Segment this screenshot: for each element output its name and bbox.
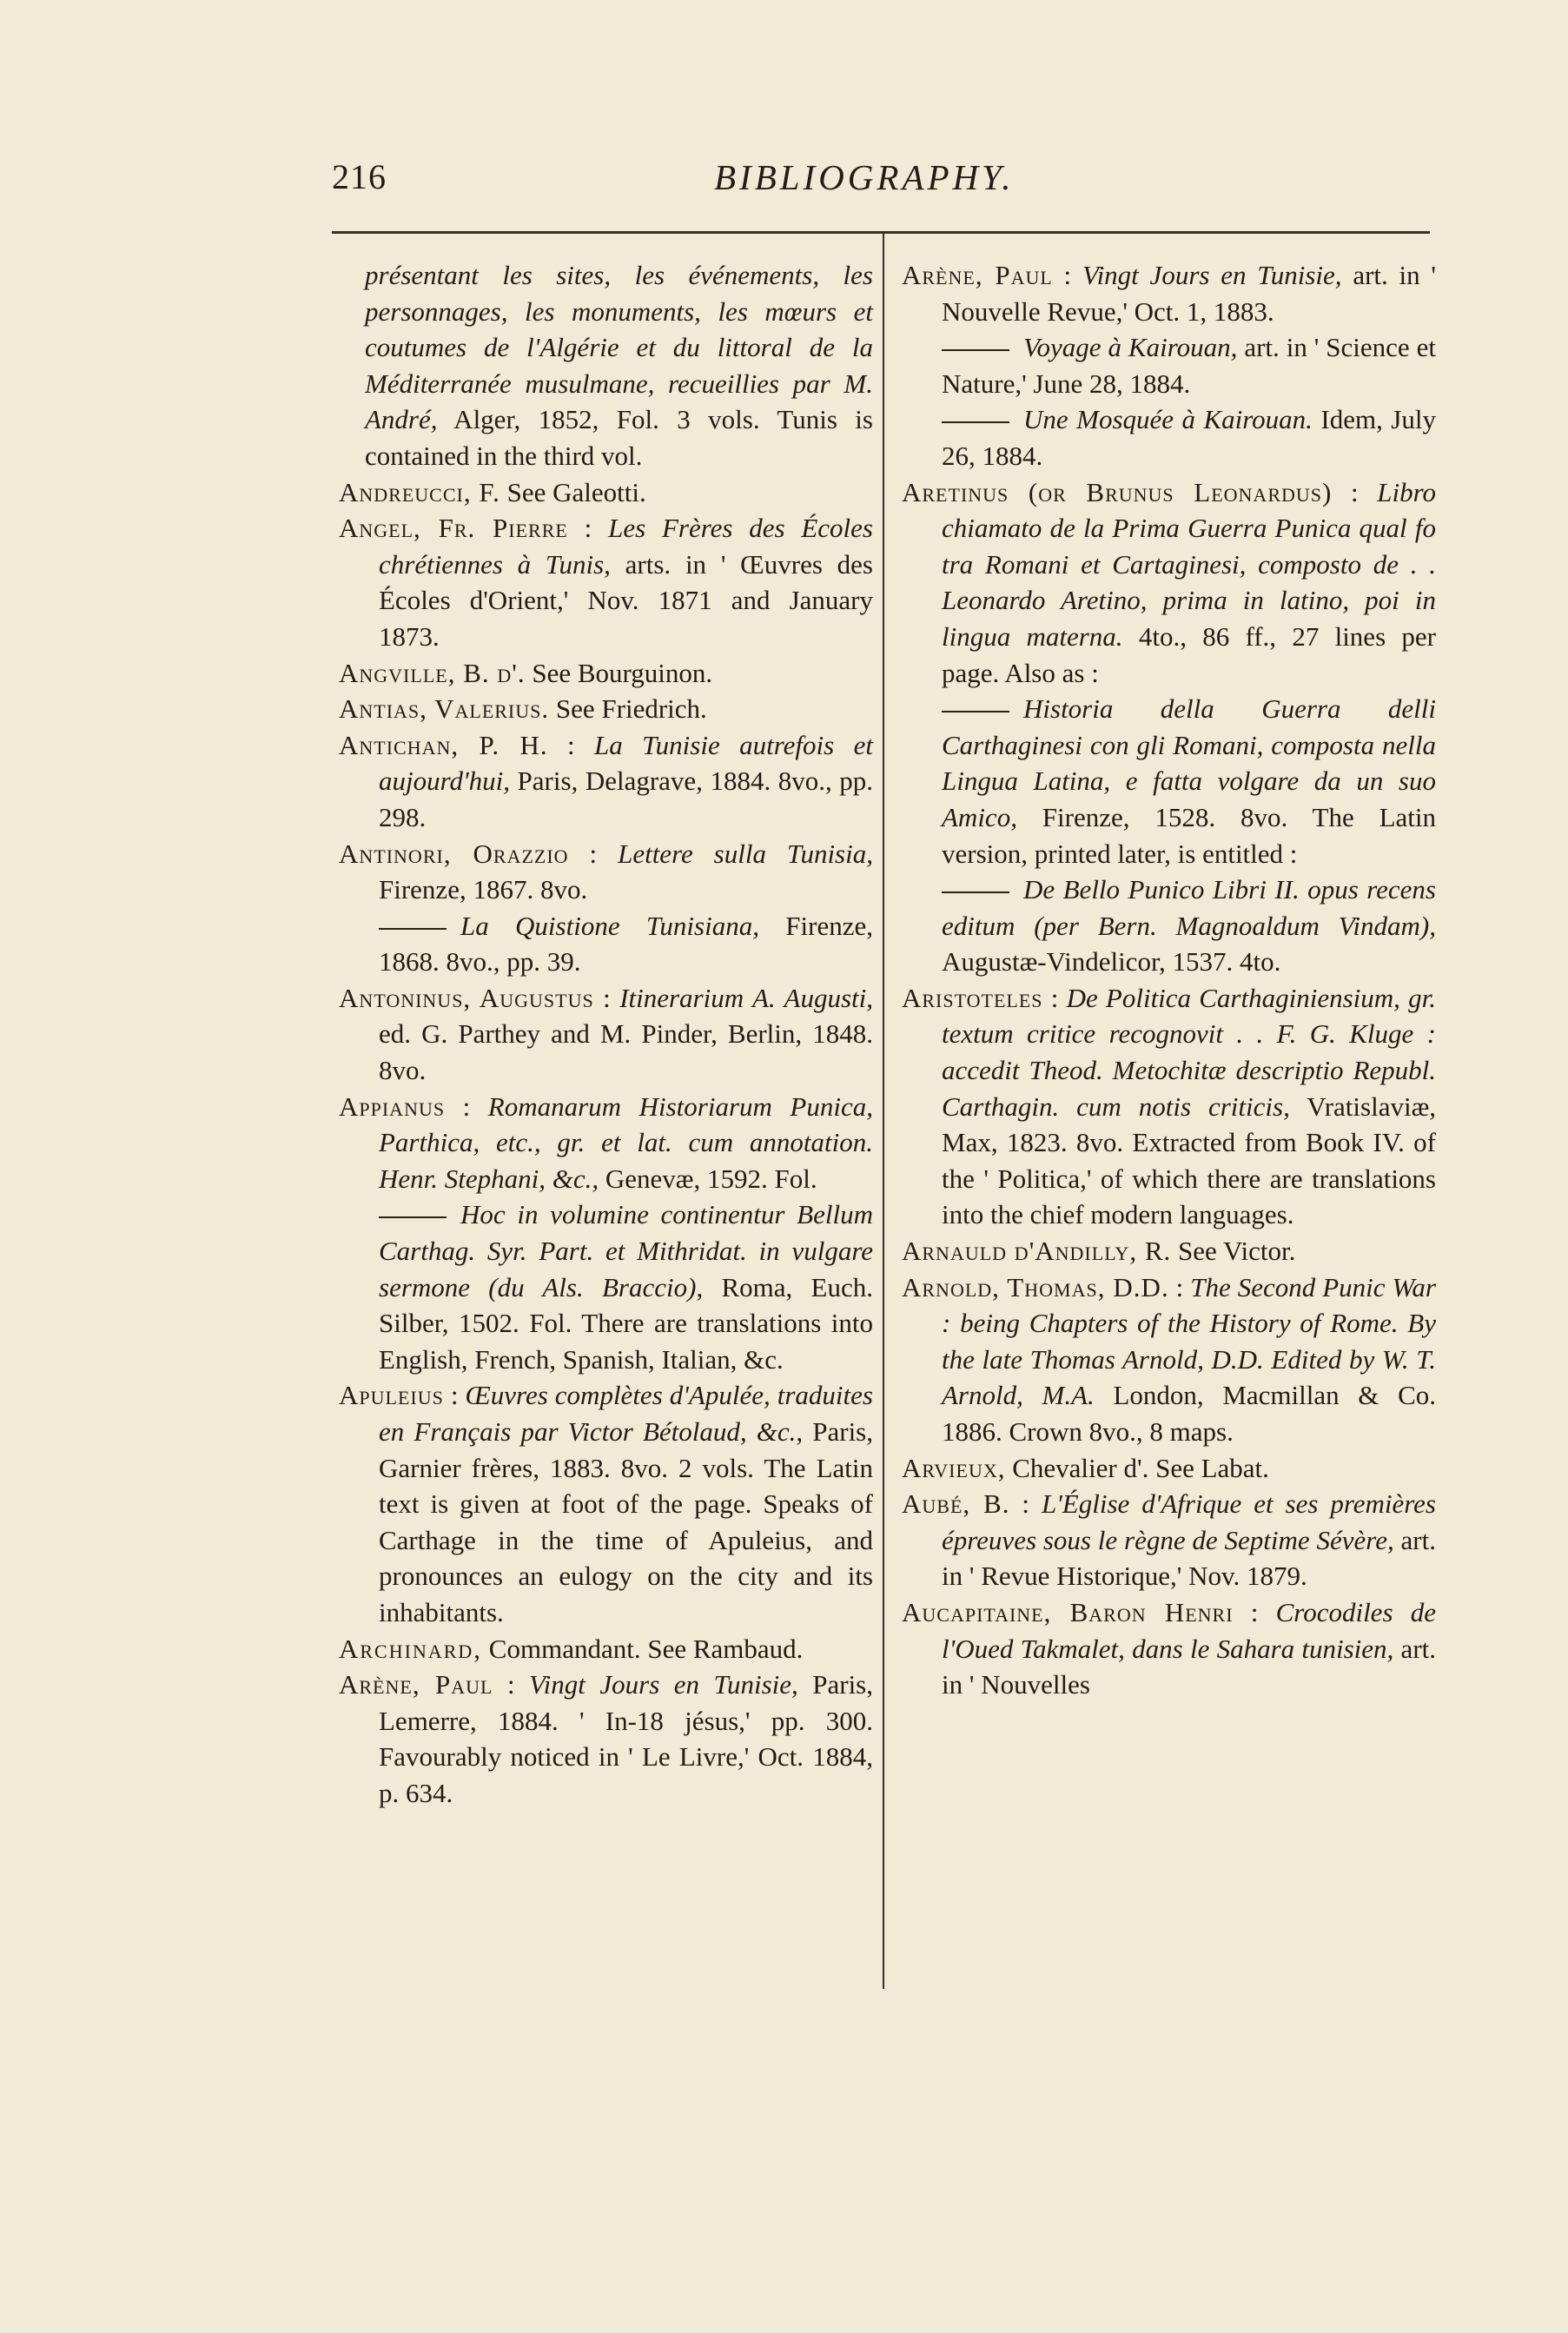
bib-entry: Andreucci, F. See Galeotti. xyxy=(339,476,646,507)
bib-entry-ditto: Voyage à Kairouan, art. in ' Science et Nature,' June 28, 1884. xyxy=(942,332,1437,399)
header-rule xyxy=(332,231,1430,234)
bib-entry: Aubé, B. : L'Église d'Afrique et ses premières épreuves sous le règne de Septime Sévère, art. in ' Revue Historique,' Nov. 1879. xyxy=(902,1488,1436,1592)
bib-entry: Arnold, Thomas, D.D. : The Second Punic War : being Chapters of the History of Rome. By the late Thomas Arnold, D.D. Edited by W. T. Arnold, M.A. London, Macmillan & Co. 1886. Crown 8vo., 8 maps. xyxy=(902,1271,1436,1447)
bib-entry: Arvieux, Chevalier d'. See Labat. xyxy=(902,1452,1269,1483)
ditto-dash xyxy=(379,928,447,930)
bib-entry: Arnauld d'Andilly, R. See Victor. xyxy=(902,1236,1296,1267)
bib-entry: Angel, Fr. Pierre : Les Frères des Écoles chrétiennes à Tunis, arts. in ' Œuvres des Écoles d'Orient,' Nov. 1871 and January 1873. xyxy=(339,513,873,652)
bib-entry: Appianus : Romanarum Historiarum Punica, Parthica, etc., gr. et lat. cum annotation. Henr. Stephani, &c., Genevæ, 1592. Fol. xyxy=(339,1090,873,1194)
bib-entry: Antoninus, Augustus : Itinerarium A. Augusti, ed. G. Parthey and M. Pinder, Berlin, 1848. 8vo. xyxy=(339,982,873,1086)
bib-entry-ditto: De Bello Punico Libri II. opus recens editum (per Bern. Magnoaldum Vindam), Augustæ-Vindelicor, 1537. 4to. xyxy=(942,874,1436,978)
ditto-dash xyxy=(942,421,1009,423)
page-header xyxy=(332,156,1430,209)
bib-entry: Antias, Valerius. See Friedrich. xyxy=(339,693,707,725)
bib-entry: présentant les sites, les événements, les personnages, les monuments, les mœurs et coutumes de l'Algérie et du littoral de la Méditerranée musulmane, recueillies par M. André, Alger, 1852, Fol. 3 vols. Tunis is contained in the third vol. xyxy=(365,260,873,471)
page-number: 216 xyxy=(332,157,387,196)
bib-entry-ditto: Historia della Guerra delli Carthaginesi con gli Romani, composta nella Lingua Latina, e fatta volgare da un suo Amico, Firenze, 1528. 8vo. The Latin version, printed later, is entitled : xyxy=(942,693,1436,869)
ditto-dash xyxy=(942,349,1009,351)
bib-entry: Antichan, P. H. : La Tunisie autrefois et aujourd'hui, Paris, Delagrave, 1884. 8vo., pp. 298. xyxy=(339,729,873,832)
ditto-dash xyxy=(942,891,1009,893)
bib-entry: Antinori, Orazzio : Lettere sulla Tunisia, Firenze, 1867. 8vo. xyxy=(339,838,873,905)
bib-entry-ditto: Une Mosquée à Kairouan. Idem, July 26, 1884. xyxy=(942,404,1436,471)
running-title: BIBLIOGRAPHY. xyxy=(714,157,1015,197)
bib-entry: Aucapitaine, Baron Henri : Crocodiles de l'Oued Takmalet, dans le Sahara tunisien, art. in ' Nouvelles xyxy=(902,1596,1437,1700)
bib-entry: Archinard, Commandant. See Rambaud. xyxy=(339,1633,804,1664)
bib-entry: Aristoteles : De Politica Carthaginiensium, gr. textum critice recognovit . . F. G. Kluge : accedit Theod. Metochitæ descriptio Republ. Carthagin. cum notis criticis, Vratislaviæ, Max, 1823. 8vo. Extracted from Book IV. of the ' Politica,' of which there are translations into the chief modern languages. xyxy=(902,982,1436,1230)
bib-entry: Apuleius : Œuvres complètes d'Apulée, traduites en Français par Victor Bétolaud, &c., Paris, Garnier frères, 1883. 8vo. 2 vols. The Latin text is given at foot of the page. Speaks of Carthage in the time of Apuleius, and pronounces an eulogy on the city and its inhabitants. xyxy=(339,1380,873,1627)
bib-entry: Arène, Paul : Vingt Jours en Tunisie, art. in ' Nouvelle Revue,' Oct. 1, 1883. xyxy=(902,260,1436,327)
column-divider xyxy=(883,234,884,1989)
ditto-dash xyxy=(942,711,1009,712)
bib-entry: Arène, Paul : Vingt Jours en Tunisie, Paris, Lemerre, 1884. ' In-18 jésus,' pp. 300. Favourably noticed in ' Le Livre,' Oct. 1884, p. 634. xyxy=(339,1669,873,1808)
bib-entry: Aretinus (or Brunus Leonardus) : Libro chiamato de la Prima Guerra Punica qual fo tra Romani et Cartaginesi, composto de . . Leonardo Aretino, prima in latino, poi in lingua materna. 4to., 86 ff., 27 lines per page. Also as : xyxy=(902,476,1436,688)
ditto-dash xyxy=(379,1216,447,1218)
right-column xyxy=(902,257,1436,1703)
bib-entry-ditto: Hoc in volumine continentur Bellum Carthag. Syr. Part. et Mithridat. in vulgare sermone (du Als. Braccio), Roma, Euch. Silber, 1502. Fol. There are translations into English, French, Spanish, Italian, &c. xyxy=(379,1199,873,1375)
bib-entry: Angville, B. d'. See Bourguinon. xyxy=(339,657,713,688)
bib-entry-ditto: La Quistione Tunisiana, Firenze, 1868. 8vo., pp. 39. xyxy=(379,910,873,978)
left-column xyxy=(339,257,873,1812)
